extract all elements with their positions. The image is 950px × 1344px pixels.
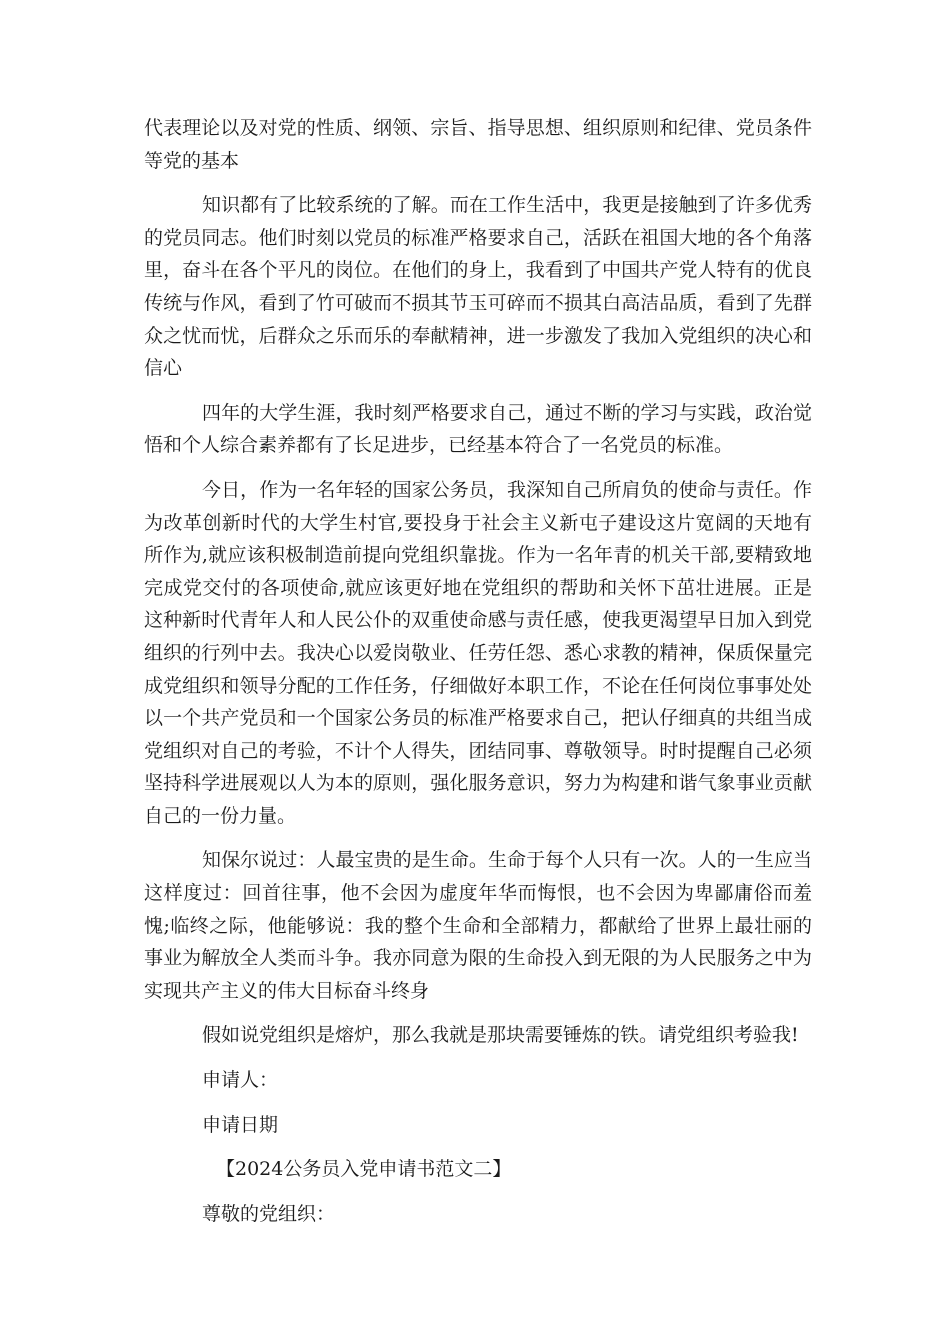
paragraph-furnace: 假如说党组织是熔炉，那么我就是那块需要锤炼的铁。请党组织考验我! — [202, 1024, 799, 1047]
paragraph-knowledge: 知识都有了比较系统的了解。而在工作生活中，我更是接触到了许多优秀的党员同志。他们时刻以党员的标准严格要求自己，活跃在祖国大地的各个角落里，奋斗在各个平凡的岗位。在他们的身上，我看到了中国共产党人特有的优良传统与作风，看到了竹可破而不损其节玉可碎而不损其白高洁品质，看到了先群众之忧而忧，后群众之乐而乐的奉献精神，进一步激发了我加入党组织的决心和信心 — [144, 194, 812, 380]
salutation: 尊敬的党组织： — [202, 1202, 336, 1225]
paragraph-intro: 代表理论以及对党的性质、纲领、宗旨、指导思想、组织原则和纪律、党员条件等党的基本 — [144, 117, 812, 172]
paragraph-civil-servant: 今日，作为一名年轻的国家公务员，我深知自己所肩负的使命与责任。作为改革创新时代的大学生村官,要投身于社会主义新屯子建设这片宽阔的天地有所作为,就应该积极制造前提向党组织靠拢。作为一名年青的机关干部,要精致地完成党交付的各项使命,就应该更好地在党组织的帮助和关怀下茁壮进展。正是这种新时代青年人和人民公仆的双重使命感与责任感，使我更渴望早日加入到党组织的行列中去。我决心以爱岗敬业、任劳任怨、悉心求教的精神，保质保量完成党组织和领导分配的工作任务，仔细做好本职工作，不论在任何岗位事事处处以一个共产党员和一个国家公务员的标准严格要求自己，把认仔细真的共组当成党组织对自己的考验，不计个人得失，团结同事、尊敬领导。时时提醒自己必须坚持科学进展观以人为本的原则，强化服务意识，努力为构建和谐气象事业贡献自己的一份力量。 — [144, 478, 812, 827]
applicant-label: 申请人： — [202, 1069, 279, 1092]
application-date-label: 申请日期 — [202, 1113, 279, 1136]
document-body — [144, 112, 812, 1242]
paragraph-quote: 知保尔说过：人最宝贵的是生命。生命于每个人只有一次。人的一生应当这样度过：回首往事，他不会因为虚度年华而悔恨，也不会因为卑鄙庸俗而羞愧;临终之际，他能够说：我的整个生命和全部精力，都献给了世界上最壮丽的事业为解放全人类而斗争。我亦同意为限的生命投入到无限的为人民服务之中为实现共产主义的伟大目标奋斗终身 — [144, 849, 812, 1002]
section-title: 【2024公务员入党申请书范文二】 — [216, 1158, 512, 1181]
paragraph-university: 四年的大学生涯，我时刻严格要求自己，通过不断的学习与实践，政治觉悟和个人综合素养都有了长足进步，已经基本符合了一名党员的标准。 — [144, 401, 812, 457]
